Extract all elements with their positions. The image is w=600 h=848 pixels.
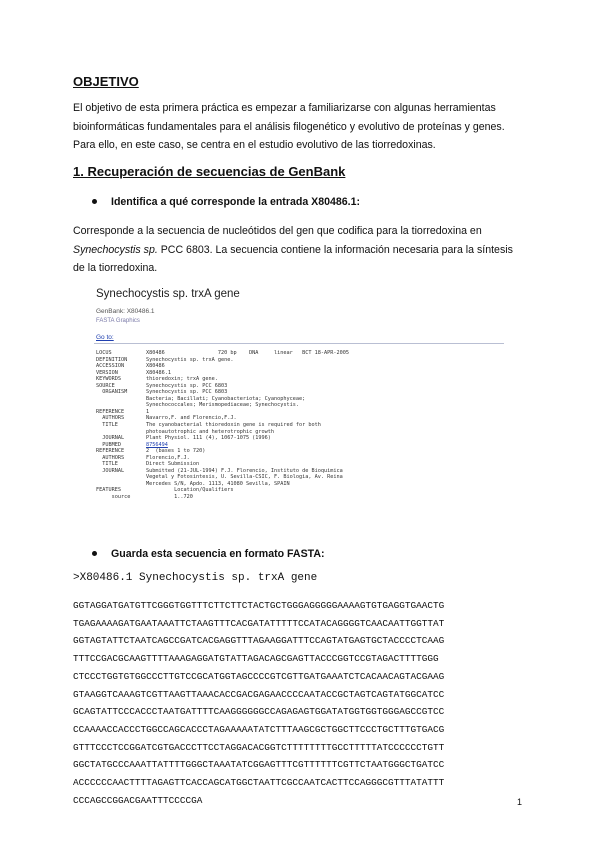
sequence-line: TGAGAAAAGATGAATAAATTCTAAGTTTCACGATATTTTTCCATACAGGGGTCAACAATTGGTTAT: [73, 617, 445, 629]
genbank-field-key: source: [96, 494, 131, 501]
objetivo-line: Para ello, en este caso, se centra en el estudio evolutivo de las tiorredoxinas.: [73, 139, 436, 151]
genbank-field-value: Plant Physiol. 111 (4), 1067-1075 (1996): [146, 435, 271, 442]
sequence-line: GGTAGGATGATGTTCGGGTGGTTTCTTCTTCTACTGCTGGGAGGGGGAAAAGTGTGAGGTGAACTG: [73, 600, 445, 611]
genbank-field-value: Synechococcales; Merismopediaceae; Synechocystis.: [146, 402, 300, 409]
sequence-line: CCCAGCCGGACGAATTTCCCCGA: [73, 794, 203, 806]
genbank-field-key: DEFINITION: [96, 356, 128, 363]
sequence-line: TTTCCGACGCAAGTTTTAAAGAGGATGTATTAGACAGCGAGTTACCCGGTCCGTAGACTTTTGGG: [73, 653, 439, 665]
genbank-field-key: ACCESSION: [96, 363, 125, 370]
genbank-field-value: Direct Submission: [146, 461, 200, 468]
bullet-identify-text: Identifica a qué corresponde la entrada X80486.1:: [111, 196, 361, 208]
fasta-header: >X80486.1 Synechocystis sp. trxA gene: [73, 572, 318, 584]
genbank-field-value: Florencio,F.J.: [146, 454, 190, 461]
sequence-line: CCAAAACCACCCTGGCCAGCACCCTAGAAAAATATCTTTAAGCGCTGGCTTCCCTGCTTTGTGACG: [73, 723, 445, 735]
objetivo-paragraph: [73, 99, 533, 155]
genbank-field-key: SOURCE: [96, 382, 115, 389]
sequence-line: ACCCCCCAACTTTTAGAGTTCACCAGCATGGCTAATTCGCCAATCACTTCCAGGGCGTTTATATTT: [73, 777, 445, 789]
page-number: 1: [517, 797, 523, 807]
genbank-field-key: ORGANISM: [96, 389, 128, 396]
genbank-field-value: 1..720: [146, 494, 193, 501]
genbank-field-value: thioredoxin; trxA gene.: [146, 376, 218, 383]
genbank-field-key: PUBMED: [96, 441, 121, 448]
genbank-field-key: TITLE: [96, 461, 118, 468]
goto-link[interactable]: Go to:: [96, 334, 114, 341]
sequence-line: GTTTCCCTCCGGATCGTGACCCTTCCTAGGACACGGTCTTTTTTTTGCCTTTTTATCCCCCCTGTT: [73, 741, 445, 753]
genbank-title: Synechocystis sp. trxA gene: [96, 288, 240, 300]
genbank-field-value: Synechocystis sp. trxA gene.: [146, 356, 234, 363]
genbank-field-key: VERSION: [96, 369, 118, 376]
answer-line: Corresponde a la secuencia de nucleótidos del gen que codifica para la tiorredoxina en: [73, 225, 482, 237]
genbank-field-value: Bacteria; Bacillati; Cyanobacteriota; Cyanophyceae;: [146, 395, 306, 402]
pubmed-link[interactable]: 8756494: [146, 441, 168, 448]
genbank-field-key: REFERENCE: [96, 408, 125, 415]
answer-line-rest: PCC 6803. La secuencia contiene la información necesaria para la síntesis: [157, 243, 513, 256]
sequence-line: GTAAGGTCAAAGTCGTTAAGTTAAACACCGACGAGAACCCCAATACCGCTAGTCAGTATGGCATCC: [73, 688, 445, 700]
section-heading: 1. Recuperación de secuencias de GenBank: [73, 164, 346, 179]
divider: [94, 343, 504, 344]
objetivo-heading: OBJETIVO: [73, 74, 139, 89]
genbank-field-value: X80486.1: [146, 369, 171, 376]
fasta-sequence: [73, 597, 444, 809]
sequence-line: GGCTATGCCCAAATTATTTTGGGCTAAATATCGGAGTTTCGTTTTTTCGTTCTAATGGGCTGATCC: [73, 759, 445, 771]
bullet-fasta: [92, 548, 325, 560]
sequence-line: GGTAGTATTCTAATCAGCCGATCACGAGGTTTAGAAGGATTTCCAGTATGAGTGCTACCCCTCAAG: [73, 635, 445, 647]
species-name: Synechocystis sp.: [73, 243, 158, 256]
bullet-dot-icon: [92, 551, 97, 556]
genbank-field-key: LOCUS: [96, 350, 112, 356]
genbank-links[interactable]: FASTA Graphics: [96, 318, 140, 324]
genbank-field-value: X80486: [146, 363, 165, 370]
genbank-field-value: 2 (bases 1 to 720): [146, 448, 206, 455]
genbank-field-key: JOURNAL: [96, 435, 125, 442]
genbank-field-key: AUTHORS: [96, 454, 125, 461]
genbank-field-value: Synechocystis sp. PCC 6803: [146, 389, 228, 396]
objetivo-line: bioinformáticas fundamentales para el análisis filogenético y evolutivo de proteínas y genes.: [73, 120, 505, 133]
genbank-field-value: Submitted (21-JUL-1994) F.J. Florencio, Instituto de Bioquimica: [146, 467, 343, 474]
answer-paragraph: [73, 222, 533, 278]
answer-line: [73, 241, 533, 260]
genbank-field-value: X80486 720 bp DNA linear BCT 18-APR-2005: [146, 350, 350, 356]
genbank-accession: GenBank: X80486.1: [96, 308, 155, 315]
genbank-field-key: FEATURES: [96, 487, 121, 494]
genbank-field-value: Mercedes S/N, Apdo. 1113, 41080 Sevilla, SPAIN: [146, 480, 290, 487]
genbank-field-value: 1: [146, 408, 150, 415]
genbank-field-value: Synechocystis sp. PCC 6803: [146, 382, 228, 389]
genbank-field-key: REFERENCE: [96, 448, 125, 455]
genbank-field-key: TITLE: [96, 422, 118, 429]
objetivo-line: El objetivo de esta primera práctica es empezar a familiarizarse con algunas herramientas: [73, 102, 496, 114]
bullet-dot-icon: [92, 199, 97, 204]
sequence-line: CTCCCTGGTGTGGCCCTTGTCCGCATGGTAGCCCCGTCGTTGATGAAATCTCACAACAGTACGAAG: [73, 670, 445, 682]
genbank-field-value: Location/Qualifiers: [146, 487, 234, 494]
bullet-identify: [92, 196, 360, 208]
genbank-field-value: photoautotrophic and heterotrophic growth: [146, 428, 275, 435]
genbank-field-value: The cyanobacterial thioredoxin gene is required for both: [146, 422, 321, 429]
genbank-field-key: JOURNAL: [96, 467, 125, 474]
genbank-row: [96, 494, 506, 501]
bullet-fasta-text: Guarda esta secuencia en formato FASTA:: [111, 548, 325, 560]
genbank-field-key: AUTHORS: [96, 415, 125, 422]
answer-line: de la tiorredoxina.: [73, 262, 158, 274]
sequence-line: GCAGTATTCCCACCCTAATGATTTTCAAGGGGGGCCAGAGAGTGGATATGGTGGTGGGAGCCGTCC: [73, 706, 445, 718]
genbank-record: [96, 350, 506, 501]
genbank-field-key: KEYWORDS: [96, 376, 121, 383]
genbank-screenshot: [94, 288, 514, 534]
genbank-field-value: Navarro,F. and Florencio,F.J.: [146, 415, 237, 422]
genbank-field-value: Vegetal y Fotosintesis, U. Sevilla-CSIC, F. Biologia, Av. Reina: [146, 474, 343, 481]
